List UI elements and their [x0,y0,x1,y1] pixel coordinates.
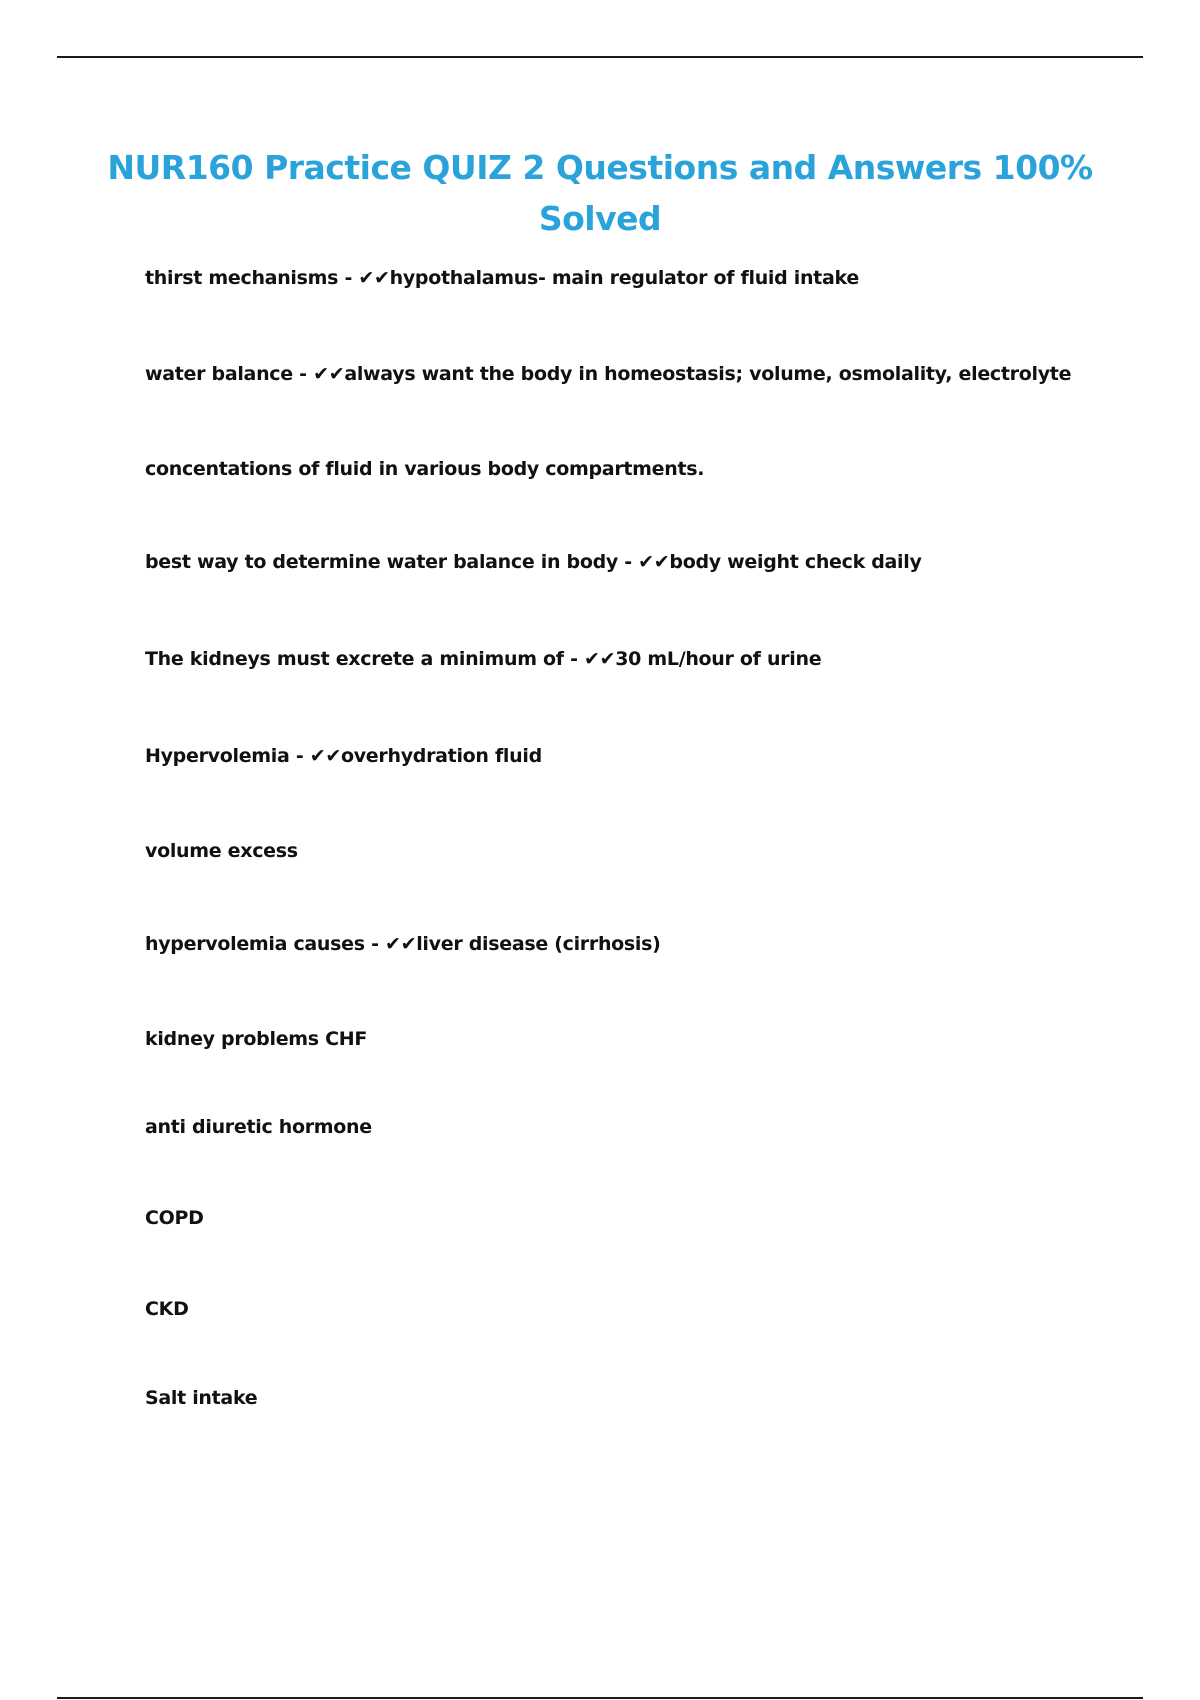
qa-line: water balance - ✔✔always want the body in homeostasis; volume, osmolality, electrolyte [145,363,1072,385]
qa-line: Hypervolemia - ✔✔overhydration fluid [145,745,542,767]
qa-line: CKD [145,1298,189,1320]
qa-line: thirst mechanisms - ✔✔hypothalamus- main regulator of fluid intake [145,267,859,289]
qa-line: anti diuretic hormone [145,1116,372,1138]
header-rule [57,56,1143,58]
qa-line: hypervolemia causes - ✔✔liver disease (cirrhosis) [145,933,661,955]
footer-rule [57,1697,1143,1699]
qa-line: Salt intake [145,1387,258,1409]
qa-line: best way to determine water balance in body - ✔✔body weight check daily [145,551,922,573]
qa-line: concentations of fluid in various body compartments. [145,458,705,480]
document-title: NUR160 Practice QUIZ 2 Questions and Answers 100% Solved [107,148,1093,238]
qa-line: COPD [145,1207,204,1229]
qa-line: The kidneys must excrete a minimum of - ✔✔30 mL/hour of urine [145,648,822,670]
qa-line: volume excess [145,840,298,862]
qa-line: kidney problems CHF [145,1028,368,1050]
